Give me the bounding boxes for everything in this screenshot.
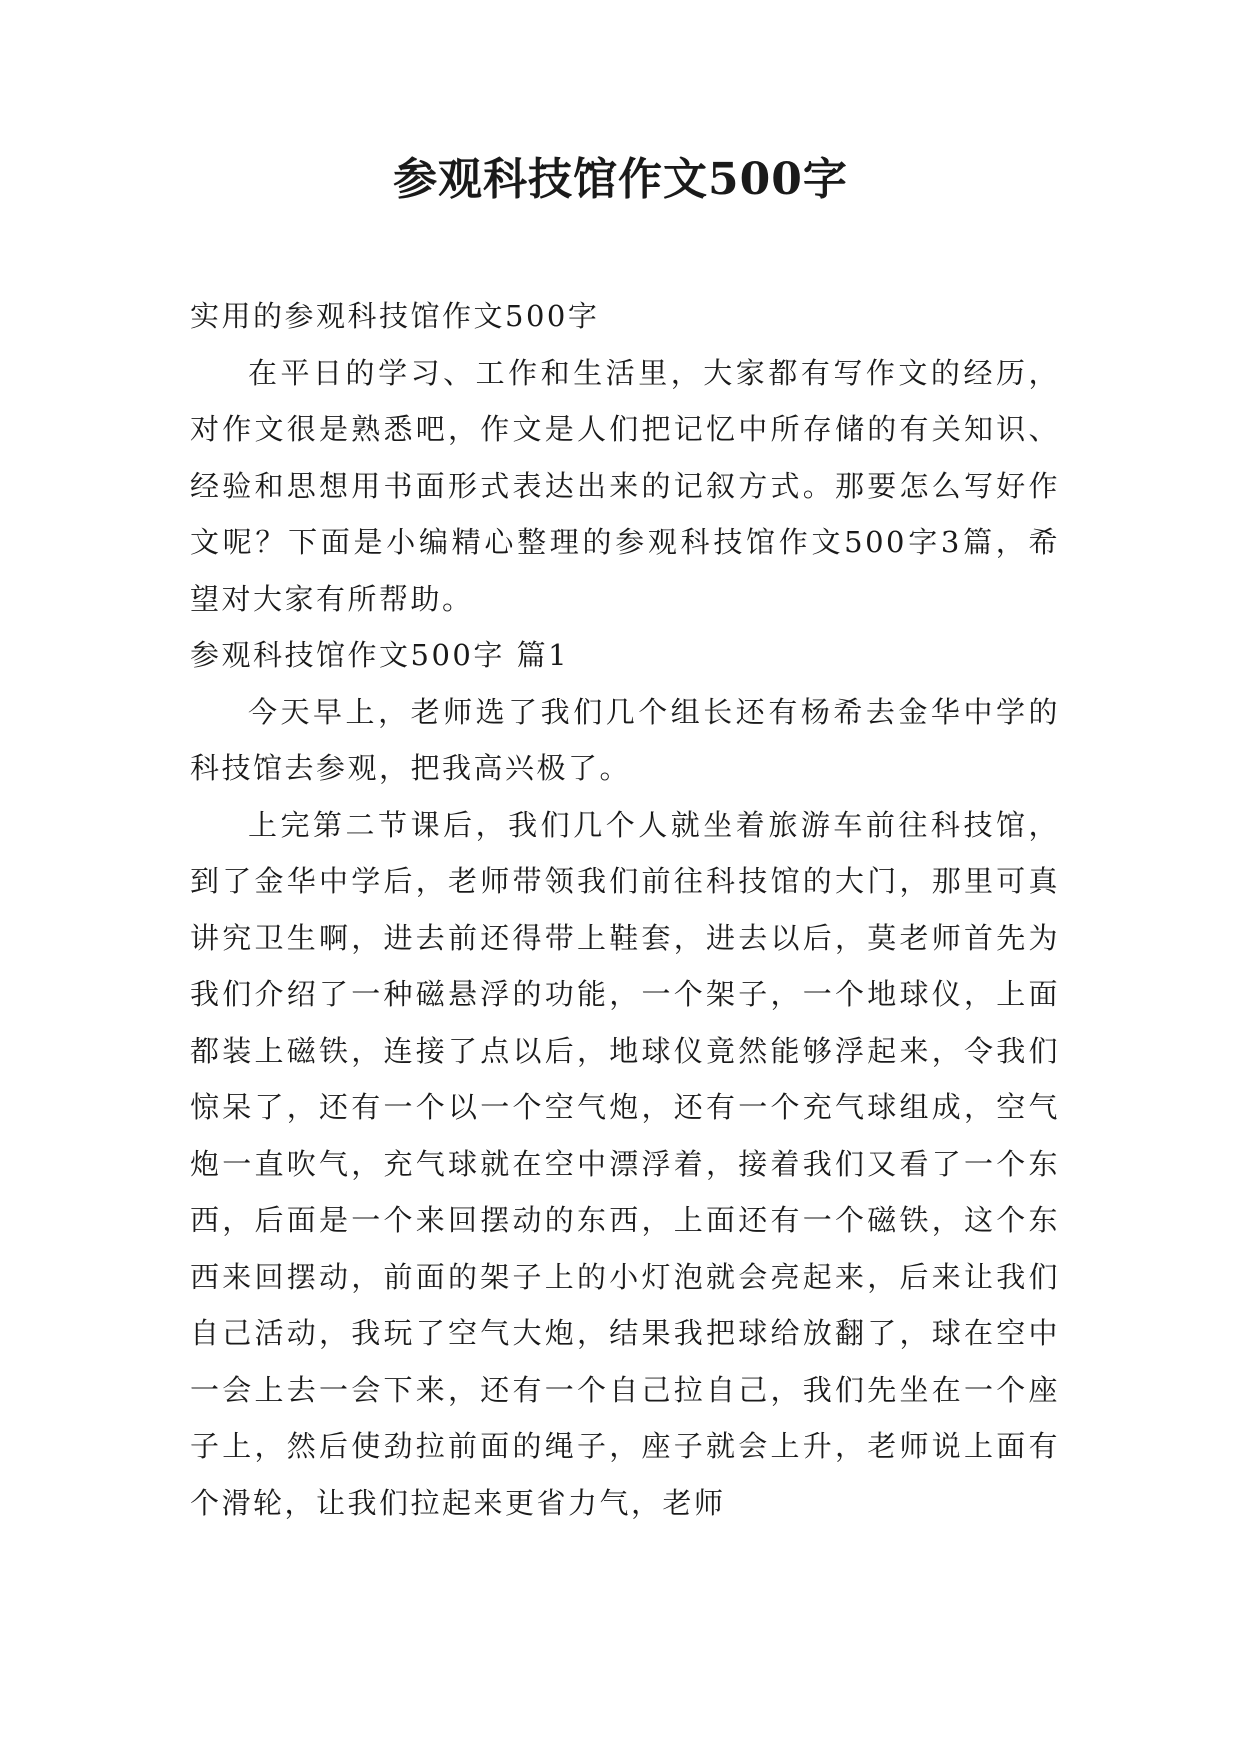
section-heading: 参观科技馆作文500字 篇1 (190, 638, 570, 672)
intro-paragraph: 在平日的学习、工作和生活里，大家都有写作文的经历，对作文很是熟悉吧，作文是人们把记忆中所存储的有关知识、经验和思想用书面形式表达出来的记叙方式。那要怎么写好作文呢？下面是小编精心整理的参观科技馆作文500字3篇，希望对大家有所帮助。 (190, 355, 1060, 616)
document-body (190, 288, 1060, 1531)
body-paragraph: 今天早上，老师选了我们几个组长还有杨希去金华中学的科技馆去参观，把我高兴极了。 (190, 694, 1060, 785)
document-title: 参观科技馆作文500字 (393, 154, 848, 205)
body-paragraph: 上完第二节课后，我们几个人就坐着旅游车前往科技馆，到了金华中学后，老师带领我们前往科技馆的大门，那里可真讲究卫生啊，进去前还得带上鞋套，进去以后，莫老师首先为我们介绍了一种磁悬浮的功能，一个架子，一个地球仪，上面都装上磁铁，连接了点以后，地球仪竟然能够浮起来，令我们惊呆了，还有一个以一个空气炮，还有一个充气球组成，空气炮一直吹气，充气球就在空中漂浮着，接着我们又看了一个东西，后面是一个来回摆动的东西，上面还有一个磁铁，这个东西来回摆动，前面的架子上的小灯泡就会亮起来，后来让我们自己活动，我玩了空气大炮，结果我把球给放翻了，球在空中一会上去一会下来，还有一个自己拉自己，我们先坐在一个座子上，然后使劲拉前面的绳子，座子就会上升，老师说上面有个滑轮，让我们拉起来更省力气，老师 (190, 807, 1060, 1520)
document-subtitle: 实用的参观科技馆作文500字 (190, 299, 600, 333)
